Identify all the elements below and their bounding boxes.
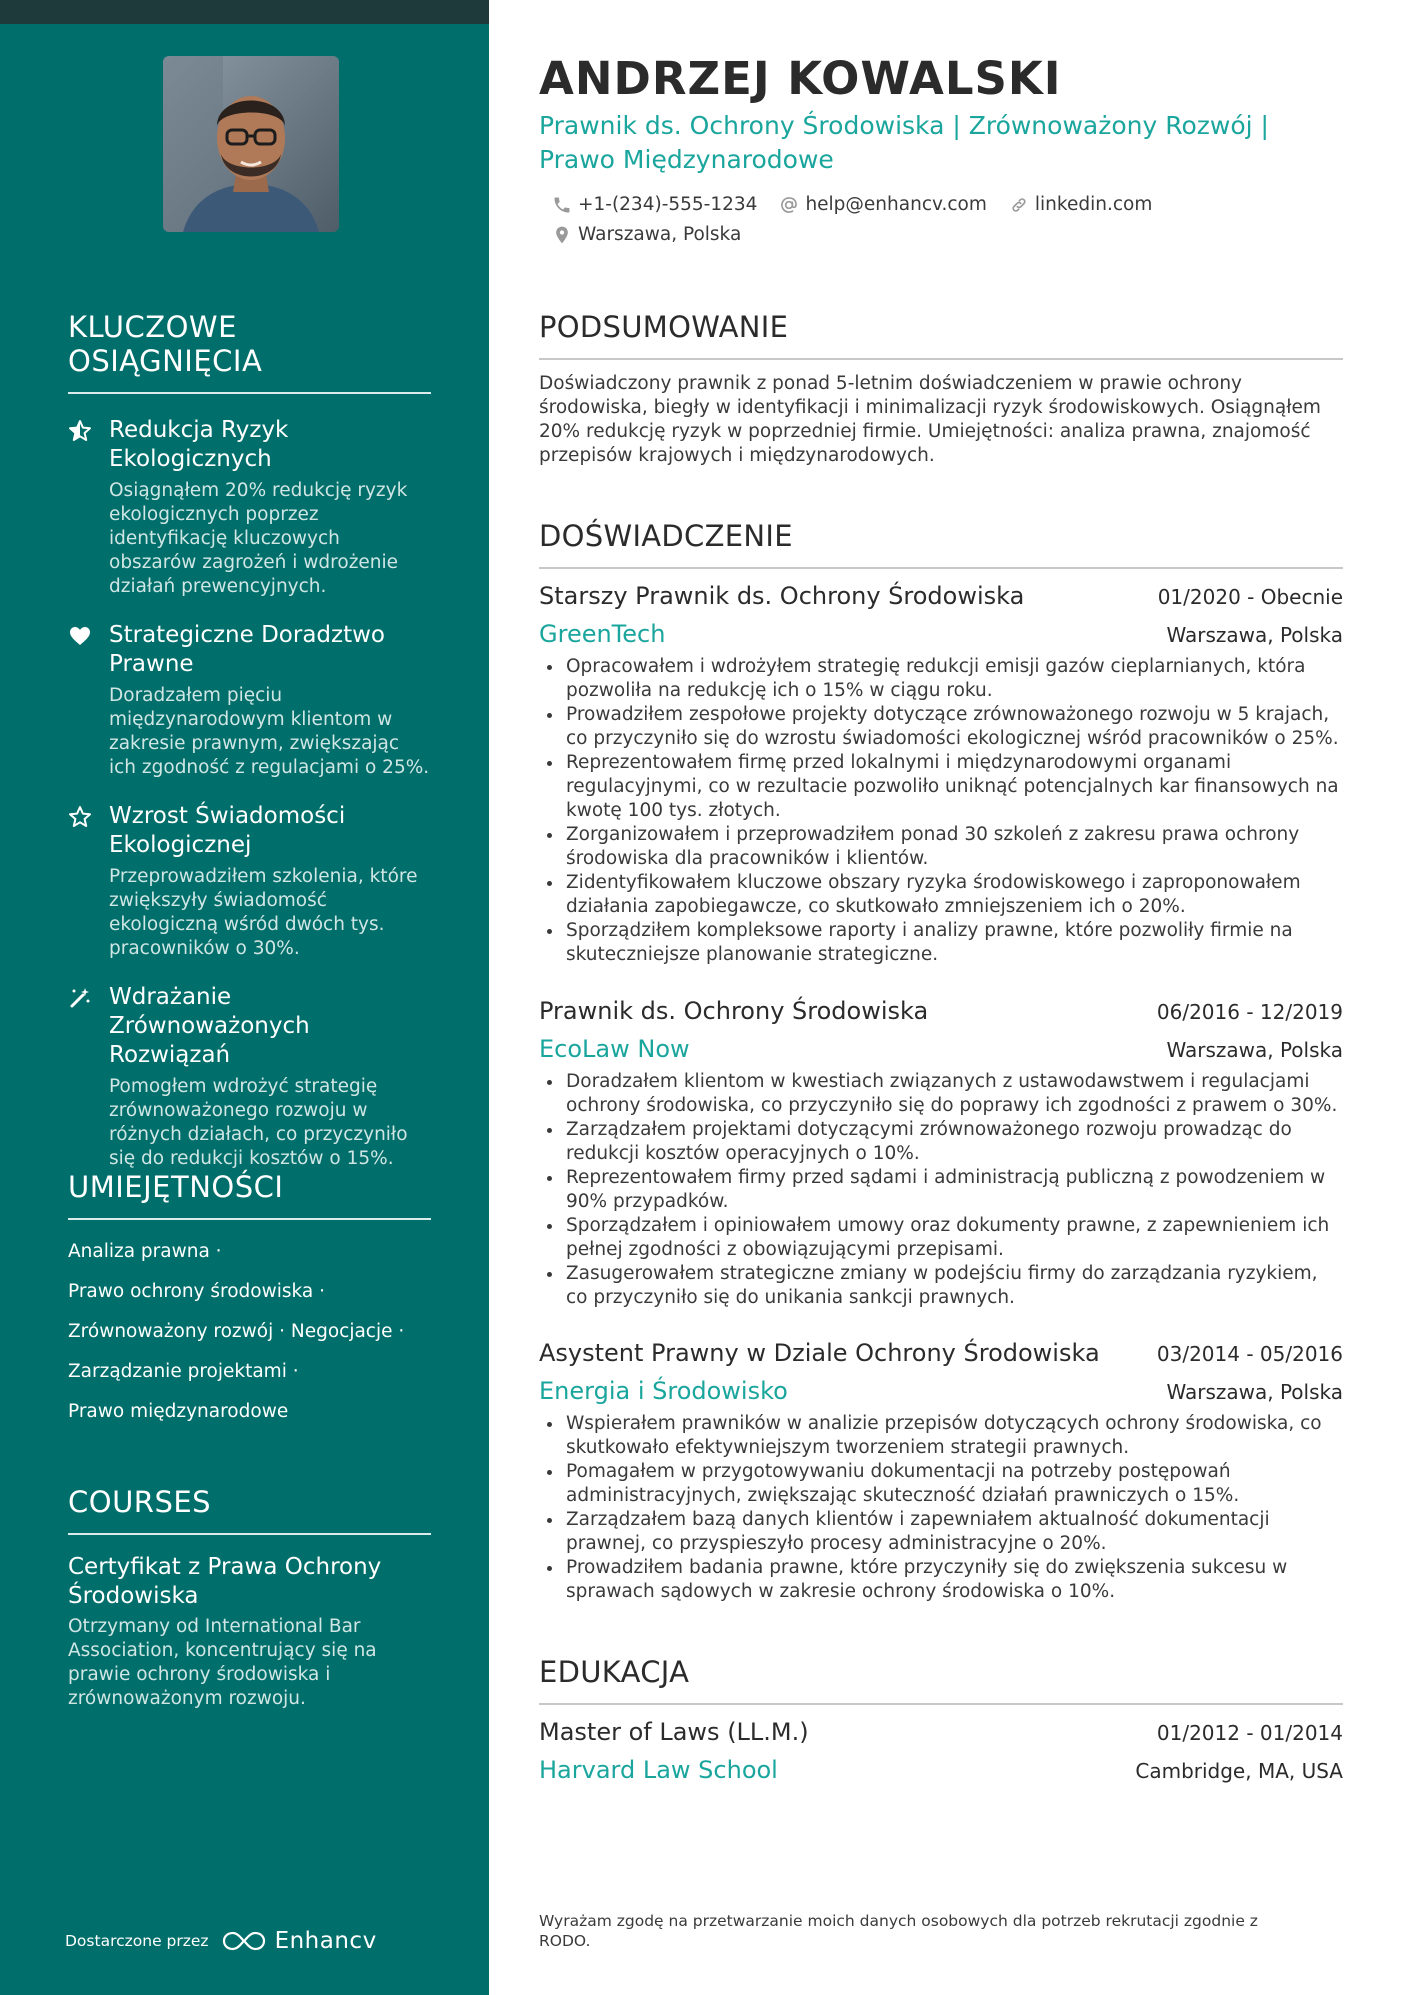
achievement-title: Strategiczne Doradztwo Prawne: [109, 622, 385, 677]
course-desc: Otrzymany od International Bar Association, koncentrujący się na prawie ochrony środowiska i zrównoważonym rozwoju.: [68, 1616, 377, 1709]
bullet-item: Reprezentowałem firmy przed sądami i administracją publiczną z powodzeniem w 90% przypadków.: [539, 1166, 1343, 1214]
powered-by-label: Dostarczone przez: [65, 1932, 209, 1950]
job-dates: 01/2020 - Obecnie: [1157, 585, 1343, 609]
location-pin-icon: [552, 225, 572, 245]
job-location: Warszawa, Polska: [1166, 623, 1343, 647]
link-icon: [1009, 195, 1029, 215]
skill-item: Prawo międzynarodowe: [68, 1401, 289, 1422]
job-dates: 06/2016 - 12/2019: [1156, 1000, 1343, 1024]
contact-row: [552, 224, 763, 245]
achievement-item: [68, 802, 431, 961]
bullet-item: Zidentyfikowałem kluczowe obszary ryzyka środowiskowego i zaproponowałem działania zapobiegawcze, co skutkowało zmniejszeniem ich o 20%.: [539, 871, 1343, 919]
experience-title: DOŚWIADCZENIE: [539, 519, 1343, 569]
summary-title: PODSUMOWANIE: [539, 310, 1343, 360]
job-title: Prawnik ds. Ochrony Środowiska: [539, 997, 929, 1025]
achievements-title: KLUCZOWE OSIĄGNIĘCIA: [68, 310, 431, 394]
email[interactable]: [779, 194, 986, 215]
job-dates: 03/2014 - 05/2016: [1156, 1342, 1343, 1366]
achievement-item: [68, 983, 431, 1171]
consent-note: Wyrażam zgodę na przetwarzanie moich danych osobowych dla potrzeb rekrutacji zgodnie z RODO.: [539, 1912, 1258, 1950]
brand-name: Enhancv: [274, 1928, 377, 1954]
bullet-item: Sporządzałem i opiniowałem umowy oraz dokumenty prawne, z zapewnieniem ich pełnej zgodności z obowiązującymi przepisami.: [539, 1214, 1343, 1262]
education-entry: [539, 1718, 1343, 1784]
job-bullets: [539, 1412, 1343, 1604]
skills-title: UMIEJĘTNOŚCI: [68, 1170, 431, 1220]
magic-wand-icon: [68, 986, 92, 1010]
achievement-item: [68, 621, 431, 780]
bullet-item: Zarządzałem bazą danych klientów i zapewniałem aktualność dokumentacji prawnej, co przyspieszyło procesy administracyjne o 20%.: [539, 1508, 1343, 1556]
job-entry: [539, 582, 1343, 967]
phone-text: +1-(234)-555-1234: [578, 194, 758, 215]
job-title: Asystent Prawny w Dziale Ochrony Środowiska: [539, 1339, 1100, 1367]
bullet-item: Zarządzałem projektami dotyczącymi zrównoważonego rozwoju prowadząc do redukcji kosztów operacyjnych o 10%.: [539, 1118, 1343, 1166]
skill-item: Prawo ochrony środowiska ·: [68, 1281, 326, 1302]
bullet-item: Reprezentowałem firmę przed lokalnymi i międzynarodowymi organami regulacyjnymi, co w rezultacie pozwoliło uniknąć potencjalnych kar finansowych na kwotę 100 tys. złotych.: [539, 751, 1343, 823]
email-text: help@enhancv.com: [805, 194, 987, 215]
phone-icon: [552, 195, 572, 215]
education-title: EDUKACJA: [539, 1655, 1343, 1705]
sidebar: [0, 0, 489, 1995]
bullet-item: Opracowałem i wdrożyłem strategię redukcji emisji gazów cieplarnianych, która pozwoliła na redukcję ich o 15% w ciągu roku.: [539, 655, 1343, 703]
courses-title: COURSES: [68, 1485, 431, 1535]
phone[interactable]: [552, 194, 757, 215]
bullet-item: Wspierałem prawników w analizie przepisów dotyczących ochrony środowiska, co skutkowało efektywniejszym tworzeniem strategii prawnych.: [539, 1412, 1343, 1460]
bullet-item: Sporządziłem kompleksowe raporty i analizy prawne, które pozwoliły firmie na skuteczniejsze planowanie strategiczne.: [539, 919, 1343, 967]
skill-item: Analiza prawna ·: [68, 1241, 222, 1262]
avatar: [163, 56, 339, 232]
course-title: Certyfikat z Prawa Ochrony Środowiska: [68, 1554, 382, 1609]
bullet-item: Prowadziłem badania prawne, które przyczyniły się do zwiększenia sukcesu w sprawach sądowych w zakresie ochrony środowiska o 10%.: [539, 1556, 1343, 1604]
achievement-title: Wdrażanie Zrównoważonych Rozwiązań: [109, 984, 310, 1068]
courses-section: [68, 1485, 431, 1711]
linkedin[interactable]: [1009, 194, 1152, 215]
job-location: Warszawa, Polska: [1166, 1038, 1343, 1062]
star-half-icon: [68, 419, 92, 443]
achievement-desc: Przeprowadziłem szkolenia, które zwiększyły świadomość ekologiczną wśród dwóch tys. pracowników o 30%.: [109, 866, 418, 959]
bullet-item: Zorganizowałem i przeprowadziłem ponad 30 szkoleń z zakresu prawa ochrony środowiska dla pracowników i klientów.: [539, 823, 1343, 871]
achievement-desc: Osiągnąłem 20% redukcję ryzyk ekologicznych poprzez identyfikację kluczowych obszarów zagrożeń i wdrożenie działań prewencyjnych.: [109, 480, 408, 597]
powered-by: [65, 1928, 377, 1954]
job-entry: [539, 997, 1343, 1310]
job-company: GreenTech: [539, 620, 666, 648]
job-title: Starszy Prawnik ds. Ochrony Środowiska: [539, 582, 1025, 610]
location: [552, 224, 741, 245]
school: Harvard Law School: [539, 1756, 778, 1784]
job-bullets: [539, 1070, 1343, 1310]
achievements-section: [68, 310, 431, 1171]
linkedin-text: linkedin.com: [1034, 194, 1153, 215]
job-entry: [539, 1339, 1343, 1604]
degree: Master of Laws (LL.M.): [539, 1718, 809, 1746]
bullet-item: Prowadziłem zespołowe projekty dotyczące zrównoważonego rozwoju w 5 krajach, co przyczyniło się do wzrostu świadomości ekologicznej wśród pracowników o 25%.: [539, 703, 1343, 751]
star-outline-icon: [68, 805, 92, 829]
job-company: Energia i Środowisko: [539, 1377, 788, 1405]
candidate-name: ANDRZEJ KOWALSKI: [539, 52, 1062, 105]
infinity-logo-icon: [221, 1929, 267, 1953]
at-sign-icon: [779, 195, 799, 215]
skill-item: Zrównoważony rozwój · Negocjacje ·: [68, 1321, 405, 1342]
bullet-item: Zasugerowałem strategiczne zmiany w podejściu firmy do zarządzania ryzykiem, co przyczyniło się do unikania sankcji prawnych.: [539, 1262, 1343, 1310]
job-company: EcoLaw Now: [539, 1035, 690, 1063]
heart-icon: [68, 624, 92, 648]
bullet-item: Pomagałem w przygotowywaniu dokumentacji na potrzeby postępowań administracyjnych, zwiększając skuteczność działań prawniczych o 15%.: [539, 1460, 1343, 1508]
achievement-desc: Doradzałem pięciu międzynarodowym klientom w zakresie prawnym, zwiększając ich zgodność z regulacjami o 25%.: [109, 685, 430, 778]
achievement-desc: Pomogłem wdrożyć strategię zrównoważonego rozwoju w różnych działach, co przyczyniło się do redukcji kosztów o 15%.: [109, 1076, 408, 1169]
bullet-item: Doradzałem klientom w kwestiach związanych z ustawodawstwem i regulacjami ochrony środowiska, co przyczyniło się do poprawy ich zgodności z prawem o 30%.: [539, 1070, 1343, 1118]
skills-section: [68, 1170, 431, 1424]
enhancv-logo[interactable]: [221, 1928, 377, 1954]
job-bullets: [539, 655, 1343, 967]
skill-item: Zarządzanie projektami ·: [68, 1361, 299, 1382]
headline: Prawnik ds. Ochrony Środowiska | Zrównoważony Rozwój | Prawo Międzynarodowe: [539, 111, 1269, 174]
achievement-item: [68, 416, 431, 599]
education-location: Cambridge, MA, USA: [1135, 1759, 1343, 1783]
location-text: Warszawa, Polska: [578, 224, 742, 245]
contact-row: [552, 194, 1174, 215]
achievement-title: Wzrost Świadomości Ekologicznej: [109, 803, 346, 858]
achievement-title: Redukcja Ryzyk Ekologicznych: [109, 417, 289, 472]
job-location: Warszawa, Polska: [1166, 1380, 1343, 1404]
education-dates: 01/2012 - 01/2014: [1156, 1721, 1343, 1745]
summary-text: Doświadczony prawnik z ponad 5-letnim doświadczeniem w prawie ochrony środowiska, biegły w identyfikacji i minimalizacji ryzyk środowiskowych. Osiągnąłem 20% redukcję ryzyk w poprzedniej firmie. Umiejętności: analiza prawna, znajomość przepisów krajowych i międzynarodowych.: [539, 373, 1321, 466]
sidebar-top-bar: [0, 0, 489, 24]
